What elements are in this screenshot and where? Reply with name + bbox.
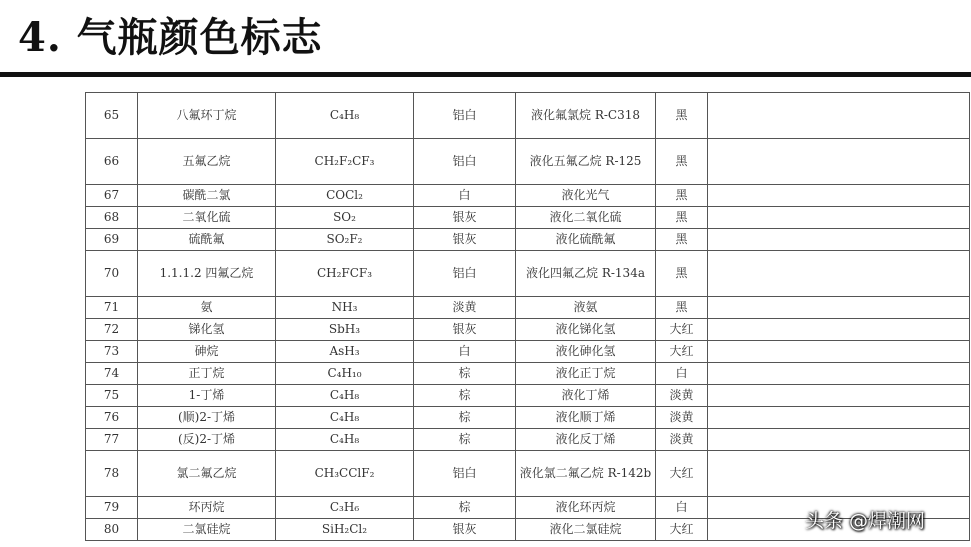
label-text-color-cell: 黑 <box>656 297 708 319</box>
gas-name-cell: 五氟乙烷 <box>138 139 276 185</box>
gas-name-cell: 碳酰二氯 <box>138 185 276 207</box>
empty-notes-cell <box>708 451 970 497</box>
label-text-color-cell: 黑 <box>656 207 708 229</box>
label-text-cell: 液化氟氯烷 R-C318 <box>516 93 656 139</box>
label-text-cell: 液化丁烯 <box>516 385 656 407</box>
table-row <box>86 385 970 407</box>
empty-notes-cell <box>708 407 970 429</box>
gas-name-cell: 氯二氟乙烷 <box>138 451 276 497</box>
label-text-cell: 液化反丁烯 <box>516 429 656 451</box>
chemical-formula-cell: SO₂ <box>276 207 414 229</box>
empty-notes-cell <box>708 429 970 451</box>
label-text-cell: 液化二氯硅烷 <box>516 519 656 541</box>
row-number-cell: 76 <box>86 407 138 429</box>
cylinder-color-cell: 白 <box>414 341 516 363</box>
chemical-formula-cell: C₄H₈ <box>276 407 414 429</box>
label-text-cell: 液化五氟乙烷 R-125 <box>516 139 656 185</box>
table-row <box>86 93 970 139</box>
table-row <box>86 407 970 429</box>
gas-name-cell: 环丙烷 <box>138 497 276 519</box>
empty-notes-cell <box>708 207 970 229</box>
gas-name-cell: 二氯硅烷 <box>138 519 276 541</box>
table-row <box>86 185 970 207</box>
table-row <box>86 297 970 319</box>
label-text-color-cell: 黑 <box>656 251 708 297</box>
empty-notes-cell <box>708 251 970 297</box>
label-text-color-cell: 淡黄 <box>656 407 708 429</box>
cylinder-color-cell: 棕 <box>414 385 516 407</box>
table-body <box>86 93 970 541</box>
label-text-cell: 液化二氧化硫 <box>516 207 656 229</box>
cylinder-color-cell: 棕 <box>414 407 516 429</box>
row-number-cell: 70 <box>86 251 138 297</box>
cylinder-color-cell: 棕 <box>414 497 516 519</box>
chemical-formula-cell: NH₃ <box>276 297 414 319</box>
table-row <box>86 429 970 451</box>
label-text-cell: 液化硫酰氟 <box>516 229 656 251</box>
row-number-cell: 79 <box>86 497 138 519</box>
chemical-formula-cell: SiH₂Cl₂ <box>276 519 414 541</box>
label-text-color-cell: 黑 <box>656 185 708 207</box>
label-text-color-cell: 黑 <box>656 93 708 139</box>
label-text-color-cell: 白 <box>656 497 708 519</box>
empty-notes-cell <box>708 297 970 319</box>
label-text-color-cell: 淡黄 <box>656 429 708 451</box>
chemical-formula-cell: SO₂F₂ <box>276 229 414 251</box>
row-number-cell: 72 <box>86 319 138 341</box>
label-text-cell: 液氨 <box>516 297 656 319</box>
table-row <box>86 363 970 385</box>
chemical-formula-cell: SbH₃ <box>276 319 414 341</box>
row-number-cell: 77 <box>86 429 138 451</box>
empty-notes-cell <box>708 93 970 139</box>
chemical-formula-cell: CH₃CClF₂ <box>276 451 414 497</box>
chemical-formula-cell: COCl₂ <box>276 185 414 207</box>
label-text-color-cell: 大红 <box>656 451 708 497</box>
gas-name-cell: 1-丁烯 <box>138 385 276 407</box>
chemical-formula-cell: C₄H₈ <box>276 385 414 407</box>
row-number-cell: 68 <box>86 207 138 229</box>
title-divider <box>0 72 971 77</box>
label-text-cell: 液化正丁烷 <box>516 363 656 385</box>
label-text-cell: 液化砷化氢 <box>516 341 656 363</box>
gas-name-cell: 锑化氢 <box>138 319 276 341</box>
chemical-formula-cell: C₄H₈ <box>276 93 414 139</box>
table-row <box>86 319 970 341</box>
chemical-formula-cell: AsH₃ <box>276 341 414 363</box>
row-number-cell: 69 <box>86 229 138 251</box>
cylinder-color-cell: 棕 <box>414 429 516 451</box>
label-text-cell: 液化光气 <box>516 185 656 207</box>
cylinder-color-cell: 铝白 <box>414 251 516 297</box>
label-text-cell: 液化顺丁烯 <box>516 407 656 429</box>
cylinder-color-cell: 银灰 <box>414 319 516 341</box>
label-text-color-cell: 大红 <box>656 341 708 363</box>
watermark: 头条 @焊潮网 <box>805 510 926 532</box>
cylinder-color-cell: 棕 <box>414 363 516 385</box>
label-text-cell: 液化环丙烷 <box>516 497 656 519</box>
cylinder-color-cell: 铝白 <box>414 139 516 185</box>
table-row <box>86 341 970 363</box>
empty-notes-cell <box>708 363 970 385</box>
table-row <box>86 251 970 297</box>
chemical-formula-cell: CH₂F₂CF₃ <box>276 139 414 185</box>
cylinder-color-cell: 白 <box>414 185 516 207</box>
label-text-cell: 液化四氟乙烷 R-134a <box>516 251 656 297</box>
cylinder-color-cell: 铝白 <box>414 451 516 497</box>
chemical-formula-cell: C₃H₆ <box>276 497 414 519</box>
chemical-formula-cell: CH₂FCF₃ <box>276 251 414 297</box>
label-text-color-cell: 黑 <box>656 139 708 185</box>
page-title: 4. 气瓶颜色标志 <box>18 14 323 61</box>
row-number-cell: 65 <box>86 93 138 139</box>
empty-notes-cell <box>708 341 970 363</box>
gas-name-cell: (顺)2-丁烯 <box>138 407 276 429</box>
table-row <box>86 139 970 185</box>
gas-name-cell: 1.1.1.2 四氟乙烷 <box>138 251 276 297</box>
label-text-color-cell: 黑 <box>656 229 708 251</box>
gas-name-cell: (反)2-丁烯 <box>138 429 276 451</box>
label-text-color-cell: 白 <box>656 363 708 385</box>
gas-name-cell: 正丁烷 <box>138 363 276 385</box>
row-number-cell: 66 <box>86 139 138 185</box>
gas-name-cell: 氨 <box>138 297 276 319</box>
label-text-color-cell: 淡黄 <box>656 385 708 407</box>
cylinder-color-cell: 银灰 <box>414 229 516 251</box>
empty-notes-cell <box>708 385 970 407</box>
empty-notes-cell <box>708 229 970 251</box>
row-number-cell: 74 <box>86 363 138 385</box>
gas-name-cell: 砷烷 <box>138 341 276 363</box>
row-number-cell: 71 <box>86 297 138 319</box>
empty-notes-cell <box>708 139 970 185</box>
chemical-formula-cell: C₄H₈ <box>276 429 414 451</box>
cylinder-color-cell: 银灰 <box>414 519 516 541</box>
gas-name-cell: 八氟环丁烷 <box>138 93 276 139</box>
table-row <box>86 451 970 497</box>
empty-notes-cell <box>708 319 970 341</box>
row-number-cell: 73 <box>86 341 138 363</box>
label-text-cell: 液化氯二氟乙烷 R-142b <box>516 451 656 497</box>
row-number-cell: 78 <box>86 451 138 497</box>
cylinder-color-cell: 淡黄 <box>414 297 516 319</box>
table-row <box>86 207 970 229</box>
cylinder-color-cell: 铝白 <box>414 93 516 139</box>
gas-cylinder-color-table <box>85 92 970 541</box>
data-table <box>85 92 970 541</box>
row-number-cell: 67 <box>86 185 138 207</box>
label-text-color-cell: 大红 <box>656 519 708 541</box>
empty-notes-cell <box>708 185 970 207</box>
gas-name-cell: 硫酰氟 <box>138 229 276 251</box>
table-row <box>86 229 970 251</box>
row-number-cell: 80 <box>86 519 138 541</box>
label-text-cell: 液化锑化氢 <box>516 319 656 341</box>
cylinder-color-cell: 银灰 <box>414 207 516 229</box>
label-text-color-cell: 大红 <box>656 319 708 341</box>
row-number-cell: 75 <box>86 385 138 407</box>
chemical-formula-cell: C₄H₁₀ <box>276 363 414 385</box>
gas-name-cell: 二氧化硫 <box>138 207 276 229</box>
